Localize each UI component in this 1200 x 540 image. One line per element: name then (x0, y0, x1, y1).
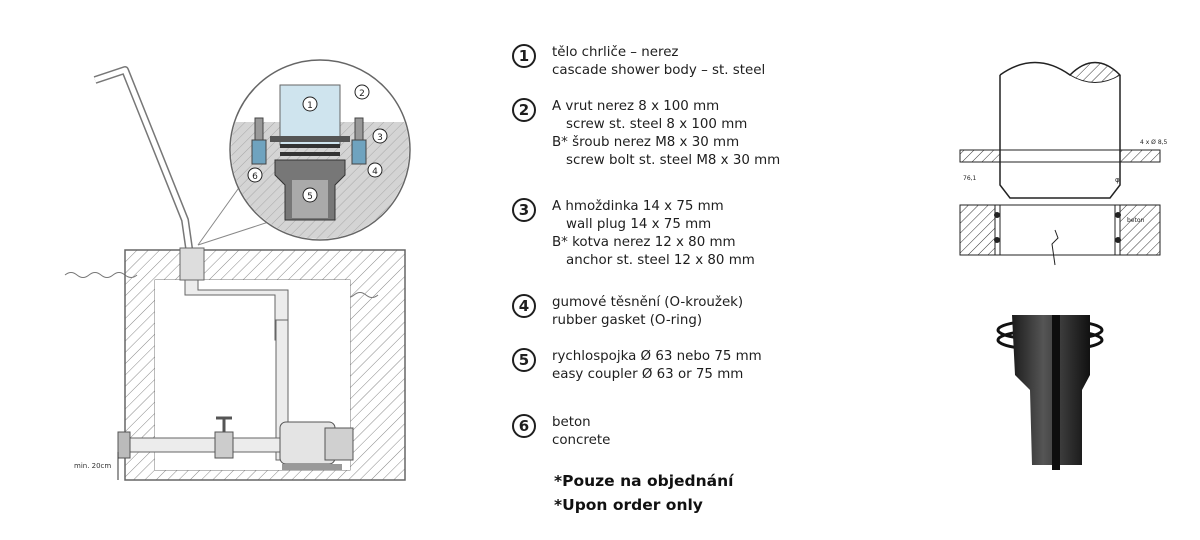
number-badge: 5 (512, 348, 536, 372)
detail-plug-left (252, 140, 266, 164)
drawing-flange-left (960, 150, 1000, 162)
shower-body (95, 70, 190, 255)
drawing-bolt (1115, 212, 1121, 218)
note-order-cz: *Pouze na objednání (554, 472, 734, 490)
svg-text:1: 1 (307, 101, 313, 111)
coupler-slot (1052, 315, 1060, 470)
callout-4 (368, 163, 382, 177)
number-badge: 6 (512, 414, 536, 438)
callout-3 (373, 129, 387, 143)
dim-width: 76,1 (963, 175, 977, 182)
detail-oring (280, 152, 340, 156)
technical-drawing (955, 40, 1175, 280)
drawing-cut-hatch (1070, 63, 1120, 83)
legend-text: cascade shower body – st. steel (552, 63, 766, 78)
detail-flange (270, 136, 350, 142)
wall-passthrough (118, 432, 130, 458)
callout-1 (303, 97, 317, 111)
callout-6 (248, 168, 262, 182)
dim-phi: φ (1115, 176, 1120, 184)
svg-text:3: 3 (377, 133, 383, 143)
svg-text:2: 2 (359, 89, 365, 99)
legend-text: beton (552, 415, 591, 430)
callout-2 (355, 85, 369, 99)
legend-text: tělo chrliče – nerez (552, 45, 679, 60)
detail-oring (280, 144, 340, 148)
number-badge: 2 (512, 98, 536, 122)
legend-text: rychlospojka Ø 63 nebo 75 mm (552, 349, 762, 364)
number-badge: 3 (512, 198, 536, 222)
callout-5 (303, 188, 317, 202)
number-badge: 1 (512, 44, 536, 68)
drawing-bolt (994, 212, 1000, 218)
pump-motor (325, 428, 353, 460)
coupler-body (1012, 315, 1090, 465)
pump-base (282, 464, 342, 470)
legend-text: screw bolt st. steel M8 x 30 mm (566, 153, 781, 168)
legend-text: concrete (552, 433, 611, 448)
drawing-bolt (1115, 237, 1121, 243)
legend-text: rubber gasket (O-ring) (552, 313, 703, 328)
note-order-en: *Upon order only (554, 496, 703, 514)
legend-text: A vrut nerez 8 x 100 mm (552, 99, 720, 114)
legend-text: B* šroub nerez M8 x 30 mm (552, 135, 740, 150)
legend-text: B* kotva nerez 12 x 80 mm (552, 235, 736, 250)
drawing-body (1000, 75, 1120, 198)
drawing-bolt (994, 237, 1000, 243)
detail-plug-right (352, 140, 366, 164)
coupler (180, 248, 204, 280)
drawing-concrete-left (960, 205, 1000, 255)
svg-text:6: 6 (252, 172, 258, 182)
legend-text: wall plug 14 x 75 mm (566, 217, 712, 232)
coupler-photo (990, 295, 1120, 475)
drawing-concrete-right (1120, 205, 1160, 255)
svg-text:5: 5 (307, 192, 313, 202)
shower-body-inner (95, 70, 190, 255)
legend-text: anchor st. steel 12 x 80 mm (566, 253, 755, 268)
legend-text: screw st. steel 8 x 100 mm (566, 117, 748, 132)
legend-text: gumové těsnění (O-kroužek) (552, 295, 744, 310)
dim-holes: 4 x Ø 8,5 (1140, 139, 1168, 146)
material-label: beton (1127, 217, 1145, 224)
legend-text: easy coupler Ø 63 or 75 mm (552, 367, 744, 382)
min-height-label: min. 20cm (74, 462, 112, 470)
drawing-break-line (1052, 230, 1058, 265)
installation-diagram (30, 40, 420, 520)
number-badge: 4 (512, 294, 536, 318)
drawing-flange-right (1120, 150, 1160, 162)
legend-text: A hmoždinka 14 x 75 mm (552, 199, 724, 214)
valve (215, 432, 233, 458)
svg-text:4: 4 (372, 167, 378, 177)
